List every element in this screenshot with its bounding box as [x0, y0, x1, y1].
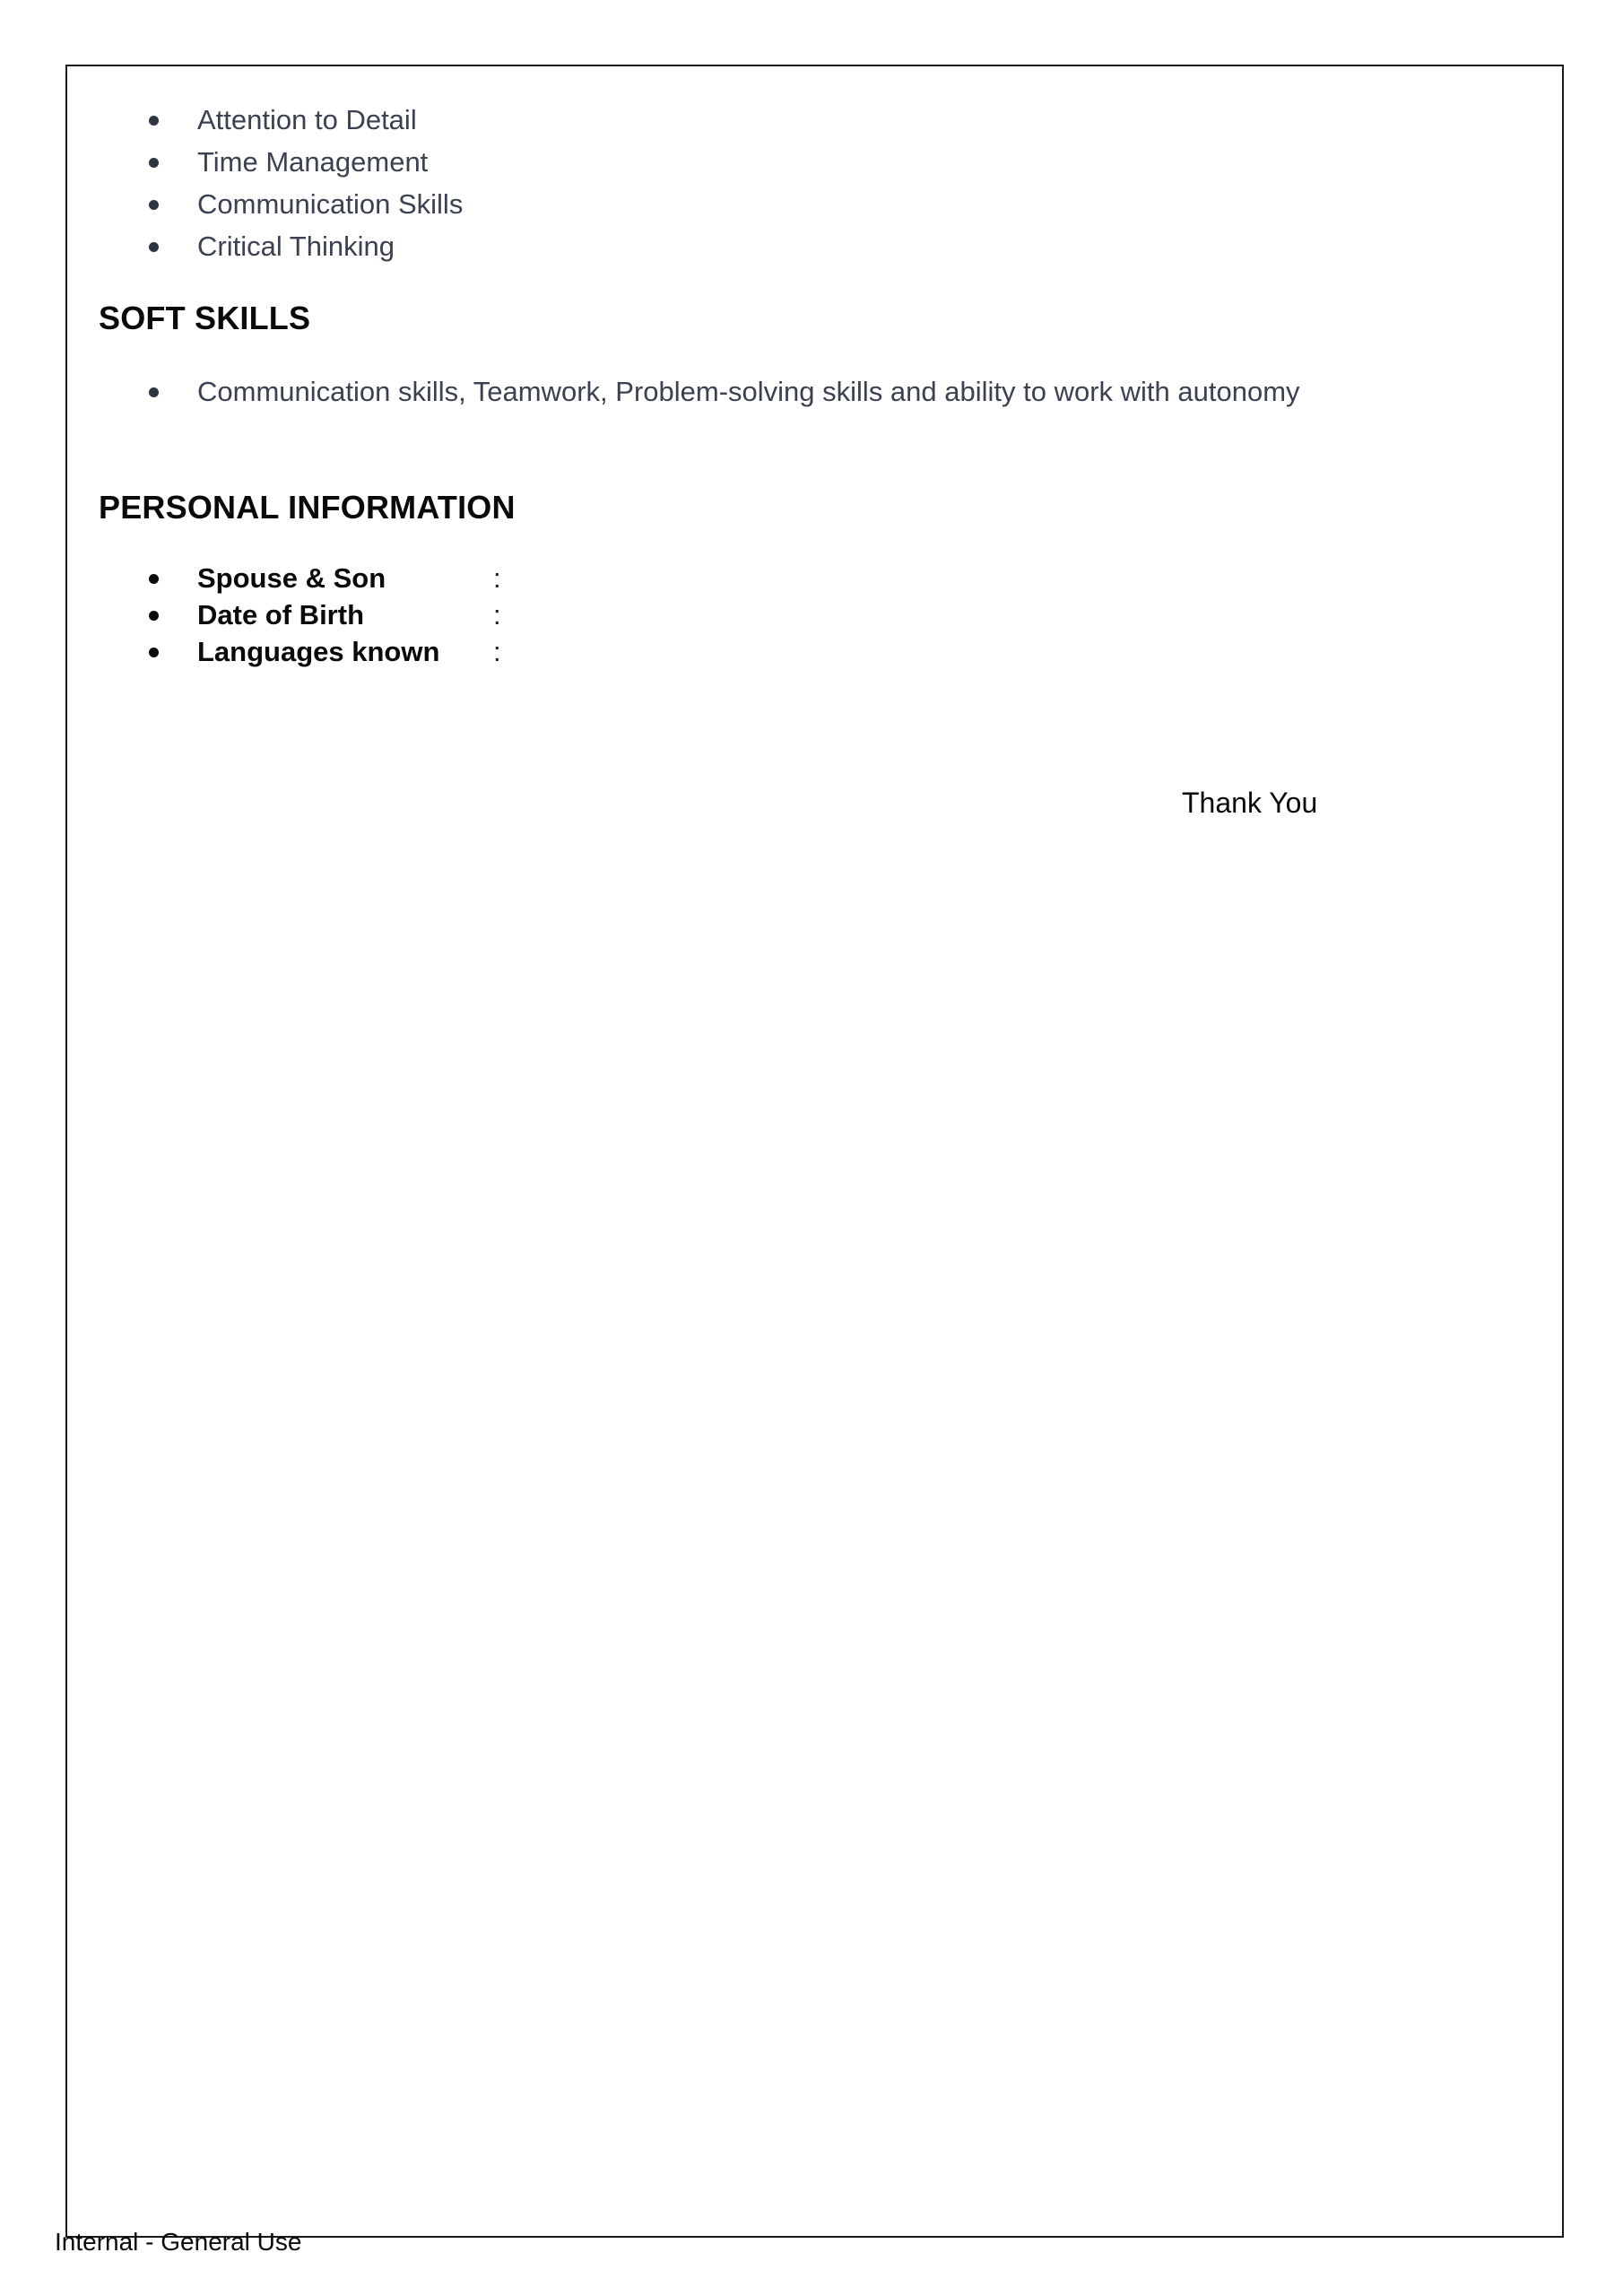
- list-item: [0, 560, 501, 596]
- soft-skills-list: [0, 370, 1300, 413]
- list-item: [0, 596, 501, 633]
- field-separator: :: [493, 636, 501, 667]
- bullet-icon: [149, 648, 159, 657]
- list-item: [0, 99, 463, 141]
- closing-text: Thank You: [1182, 787, 1318, 819]
- bullet-icon: [149, 387, 159, 397]
- bullet-icon: [149, 200, 159, 210]
- list-item: [0, 225, 463, 267]
- personal-information-heading: PERSONAL INFORMATION: [99, 489, 516, 526]
- bullet-icon: [149, 158, 159, 168]
- list-item: [0, 633, 501, 670]
- list-item: [0, 370, 1300, 413]
- skill-text: Time Management: [197, 146, 429, 178]
- bullet-icon: [149, 242, 159, 252]
- bullet-icon: [149, 574, 159, 584]
- skill-text: Critical Thinking: [197, 230, 395, 262]
- skills-list: [0, 99, 463, 267]
- field-separator: :: [493, 562, 501, 594]
- skill-text: Attention to Detail: [197, 104, 417, 135]
- bullet-icon: [149, 116, 159, 126]
- list-item: [0, 183, 463, 225]
- soft-skills-heading: SOFT SKILLS: [99, 300, 311, 336]
- soft-skill-text: Communication skills, Teamwork, Problem-solving skills and ability to work with autonomy: [197, 376, 1300, 407]
- personal-field-label: Languages known: [197, 636, 440, 667]
- skill-text: Communication Skills: [197, 188, 464, 220]
- personal-information-list: [0, 560, 501, 670]
- personal-field-label: Date of Birth: [197, 599, 364, 631]
- personal-field-label: Spouse & Son: [197, 562, 386, 594]
- bullet-icon: [149, 611, 159, 621]
- field-separator: :: [493, 599, 501, 631]
- footer-classification: Internal - General Use: [55, 2228, 302, 2256]
- list-item: [0, 141, 463, 183]
